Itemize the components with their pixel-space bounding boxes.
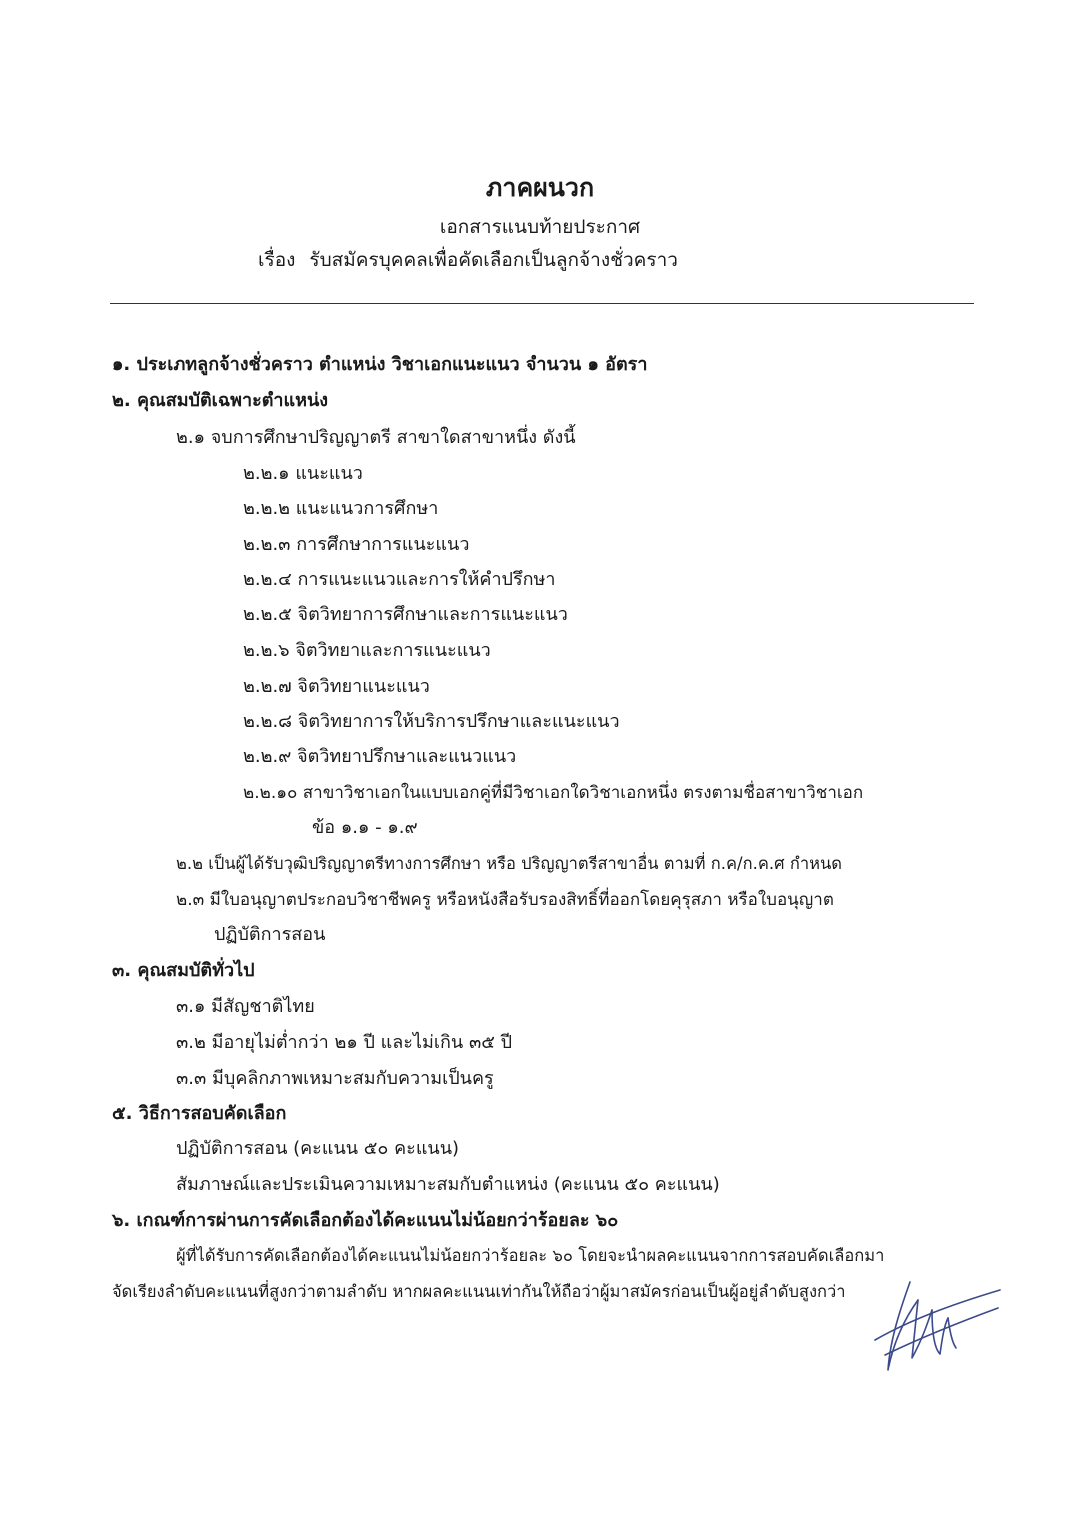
section-6-paragraph-line: จัดเรียงลำดับคะแนนที่สูงกว่าตามลำดับ หากผลคะแนนเท่ากันให้ถือว่าผู้มาสมัครก่อนเป็นผู้อยู่ลำดับสูงกว่า: [112, 1282, 846, 1301]
section-1: ๑. ประเภทลูกจ้างชั่วคราว ตำแหน่ง วิชาเอกแนะแนว จำนวน ๑ อัตรา: [112, 354, 648, 375]
section-5-item: ปฏิบัติการสอน (คะแนน ๕๐ คะแนน): [176, 1138, 460, 1159]
section-3-item: ๓.๑ มีสัญชาติไทย: [176, 996, 315, 1017]
major-item: ๒.๒.๕ จิตวิทยาการศึกษาและการแนะแนว: [243, 604, 568, 625]
section-2-heading: ๒. คุณสมบัติเฉพาะตำแหน่ง: [112, 390, 329, 411]
major-item: ๒.๒.๘ จิตวิทยาการให้บริการปรึกษาและแนะแนว: [243, 711, 620, 732]
section-3-item: ๓.๒ มีอายุไม่ต่ำกว่า ๒๑ ปี และไม่เกิน ๓๕ ปี: [176, 1032, 513, 1053]
major-item: ๒.๒.๗ จิตวิทยาแนะแนว: [243, 676, 430, 697]
section-3-heading: ๓. คุณสมบัติทั่วไป: [112, 960, 255, 981]
section-2-1: ๒.๑ จบการศึกษาปริญญาตรี สาขาใดสาขาหนึ่ง ดังนี้: [176, 427, 576, 448]
subject-label: เรื่อง: [258, 249, 296, 271]
major-item: ๒.๒.๑ แนะแนว: [243, 463, 363, 484]
section-3-item: ๓.๓ มีบุคลิกภาพเหมาะสมกับความเป็นครู: [176, 1068, 494, 1089]
section-5-item: สัมภาษณ์และประเมินความเหมาะสมกับตำแหน่ง (คะแนน ๕๐ คะแนน): [176, 1174, 720, 1195]
major-item: ๒.๒.๔ การแนะแนวและการให้คำปรึกษา: [243, 569, 556, 590]
major-item: ๒.๒.๓ การศึกษาการแนะแนว: [243, 534, 470, 555]
document-subject: [258, 245, 678, 275]
handwritten-signature: [870, 1270, 1005, 1385]
section-6-paragraph-line: ผู้ที่ได้รับการคัดเลือกต้องได้คะแนนไม่น้อยกว่าร้อยละ ๖๐ โดยจะนำผลคะแนนจากการสอบคัดเลือกมา: [176, 1246, 885, 1265]
section-2-3-continuation: ปฏิบัติการสอน: [214, 924, 326, 945]
section-2-2: ๒.๒ เป็นผู้ได้รับวุฒิปริญญาตรีทางการศึกษา หรือ ปริญญาตรีสาขาอื่น ตามที่ ก.ค/ก.ค.ศ กำหนด: [176, 854, 842, 873]
page-title: ภาคผนวก: [485, 173, 595, 202]
major-item-continuation: ข้อ ๑.๑ - ๑.๙: [312, 817, 418, 838]
major-item: ๒.๒.๒ แนะแนวการศึกษา: [243, 498, 439, 519]
major-item: ๒.๒.๖ จิตวิทยาและการแนะแนว: [243, 640, 491, 661]
section-5-heading: ๕. วิธีการสอบคัดเลือก: [112, 1103, 287, 1124]
section-6-heading: ๖. เกณฑ์การผ่านการคัดเลือกต้องได้คะแนนไม่น้อยกว่าร้อยละ ๖๐: [112, 1210, 619, 1231]
document-subtitle: เอกสารแนบท้ายประกาศ: [439, 216, 641, 238]
major-item: ๒.๒.๑๐ สาขาวิชาเอกในแบบเอกคู่ที่มีวิชาเอกใดวิชาเอกหนึ่ง ตรงตามชื่อสาขาวิชาเอก: [243, 783, 864, 803]
major-item: ๒.๒.๙ จิตวิทยาปรึกษาและแนวแนว: [243, 746, 517, 767]
header-divider: [110, 303, 974, 304]
subject-text: รับสมัครบุคคลเพื่อคัดเลือกเป็นลูกจ้างชั่วคราว: [309, 249, 678, 271]
section-2-3: ๒.๓ มีใบอนุญาตประกอบวิชาชีพครู หรือหนังสือรับรองสิทธิ์ที่ออกโดยคุรุสภา หรือใบอนุญาต: [176, 890, 834, 910]
